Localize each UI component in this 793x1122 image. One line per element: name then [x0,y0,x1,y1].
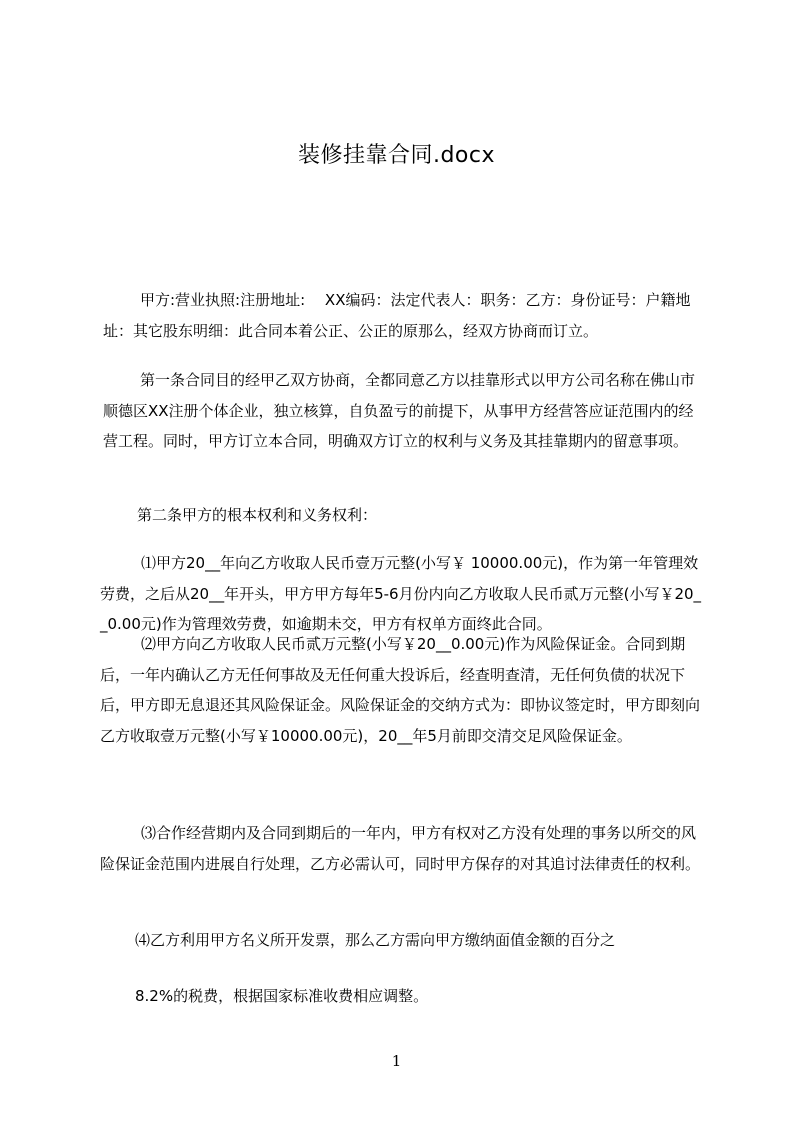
page-number: 1 [391,1052,402,1070]
article-1-paragraph: 第一条合同目的经甲乙双方协商，全都同意乙方以挂靠形式以甲方公司名称在佛山市顺德区XX注册个体企业，独立核算，自负盈亏的前提下，从事甲方经营答应证范围内的经营工程。同时，甲方订立本合同，明确双方订立的权利与义务及其挂靠期内的留意事项。 [103,371,696,450]
clause-3-paragraph: ⑶合作经营期内及合同到期后的一年内，甲方有权对乙方没有处理的事务以所交的风险保证金范围内进展自行处理，乙方必需认可，同时甲方保存的对其追讨法律责任的权利。 [100,824,701,873]
tax-paragraph: 8.2%的税费，根据国家标准收费相应调整。 [135,987,429,1005]
document-title: 装修挂靠合同.docx [297,143,496,168]
clause-4-paragraph: ⑷乙方利用甲方名义所开发票，那么乙方需向甲方缴纳面值金额的百分之 [135,931,616,949]
intro-paragraph: 甲方:营业执照:注册地址: XX编码：法定代表人：职务：乙方：身份证号：户籍地址：其它股东明细：此合同本着公正、公正的原那么，经双方协商而订立。 [103,291,691,340]
clause-1-paragraph: ⑴甲方20__年向乙方收取人民币壹万元整(小写￥ 10000.00元)，作为第一年管理效劳费，之后从20__年开头，甲方甲方每年5-6月份内向乙方收取人民币贰万元整(小写￥20__0.00元)作为管理效劳费，如逾期未交，甲方有权单方面终此合同。 [100,554,702,633]
article-2-heading: 第二条甲方的根本权利和义务权利： [137,506,378,524]
clause-2-paragraph: ⑵甲方向乙方收取人民币贰万元整(小写￥20__0.00元)作为风险保证金。合同到期后，一年内确认乙方无任何事故及无任何重大投诉后，经查明查清，无任何负债的状况下后，甲方即无息退还其风险保证金。风险保证金的交纳方式为：即协议签定时，甲方即刻向乙方收取壹万元整(小写￥10000.00元)，20__年5月前即交清交足风险保证金。 [100,635,701,745]
